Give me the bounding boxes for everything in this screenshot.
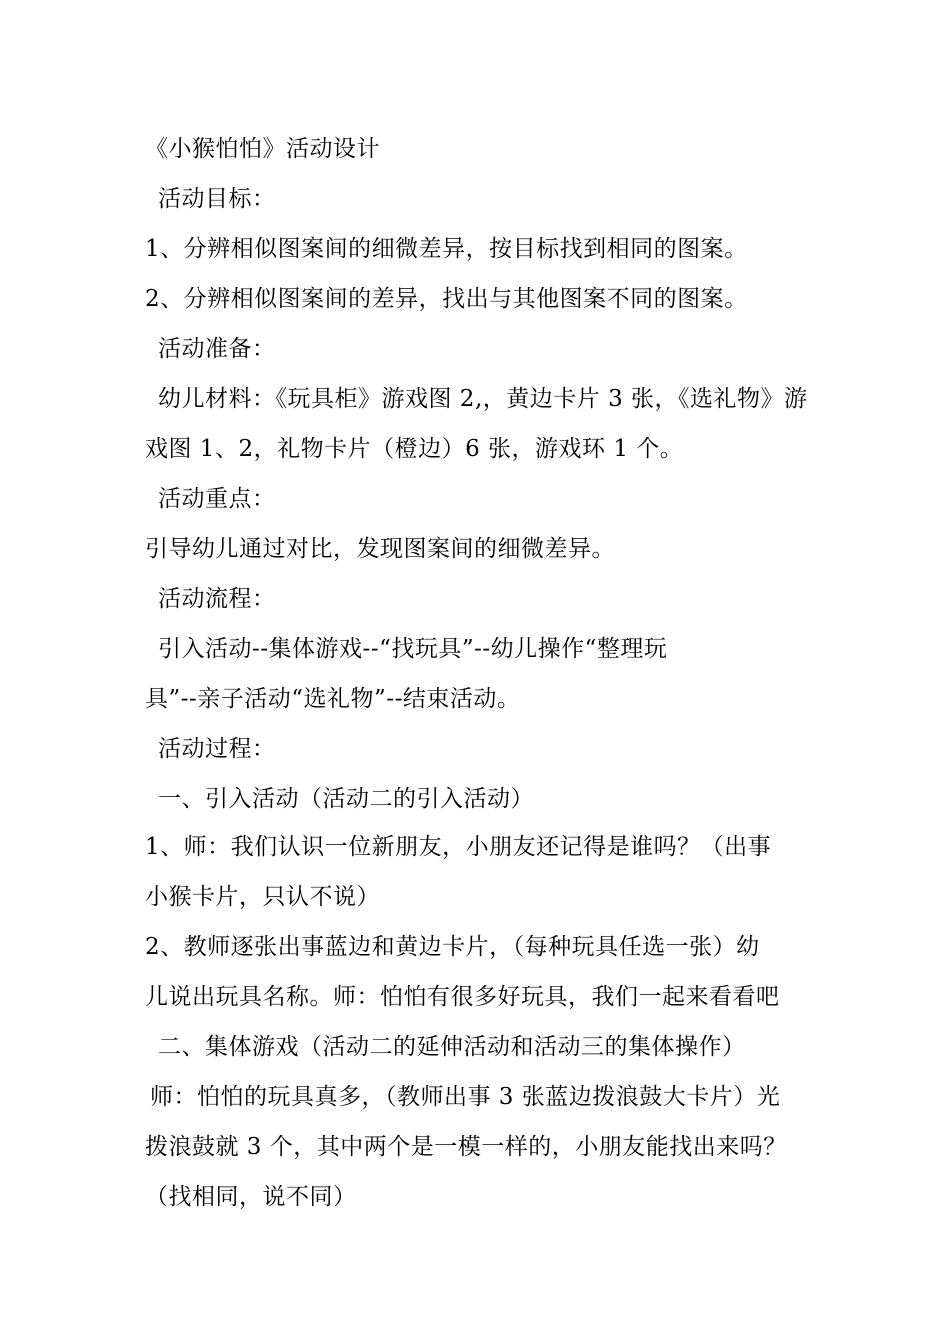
section-heading-focus: 活动重点： bbox=[158, 486, 276, 512]
paragraph-line: 具”--亲子活动“选礼物”--结束活动。 bbox=[145, 686, 521, 712]
paragraph-line: 儿说出玩具名称。师：怕怕有很多好玩具，我们一起来看看吧 bbox=[145, 984, 780, 1010]
paragraph-line: 师：怕怕的玩具真多，（教师出事 3 张蓝边拨浪鼓大卡片）光 bbox=[150, 1084, 781, 1110]
section-heading-preparation: 活动准备： bbox=[158, 336, 276, 362]
paragraph-line: 拨浪鼓就 3 个，其中两个是一模一样的，小朋友能找出来吗？ bbox=[145, 1134, 787, 1160]
section-heading-goals: 活动目标： bbox=[158, 186, 276, 212]
subsection-heading: 二、集体游戏（活动二的延伸活动和活动三的集体操作） bbox=[158, 1034, 746, 1060]
paragraph-line: 1、师：我们认识一位新朋友，小朋友还记得是谁吗？（出事 bbox=[145, 834, 772, 860]
paragraph-line: 引入活动--集体游戏--“找玩具”--幼儿操作“整理玩 bbox=[158, 636, 668, 662]
paragraph-line: 1、分辨相似图案间的细微差异，按目标找到相同的图案。 bbox=[145, 236, 748, 262]
paragraph-line: （找相同，说不同） bbox=[145, 1184, 357, 1210]
paragraph-line: 引导幼儿通过对比，发现图案间的细微差异。 bbox=[145, 536, 615, 562]
paragraph-line: 小猴卡片，只认不说） bbox=[145, 884, 380, 910]
paragraph-line: 幼儿材料：《玩具柜》游戏图 2,，黄边卡片 3 张，《选礼物》游 bbox=[158, 386, 808, 412]
paragraph-line: 2、分辨相似图案间的差异，找出与其他图案不同的图案。 bbox=[145, 286, 748, 312]
section-heading-flow: 活动流程： bbox=[158, 586, 276, 612]
paragraph-line: 2、教师逐张出事蓝边和黄边卡片，（每种玩具任选一张）幼 bbox=[145, 934, 760, 960]
paragraph-line: 戏图 1、2，礼物卡片（橙边）6 张，游戏环 1 个。 bbox=[145, 436, 684, 462]
section-heading-process: 活动过程： bbox=[158, 736, 276, 762]
subsection-heading: 一、引入活动（活动二的引入活动） bbox=[158, 786, 534, 812]
document-title: 《小猴怕怕》活动设计 bbox=[145, 136, 380, 162]
